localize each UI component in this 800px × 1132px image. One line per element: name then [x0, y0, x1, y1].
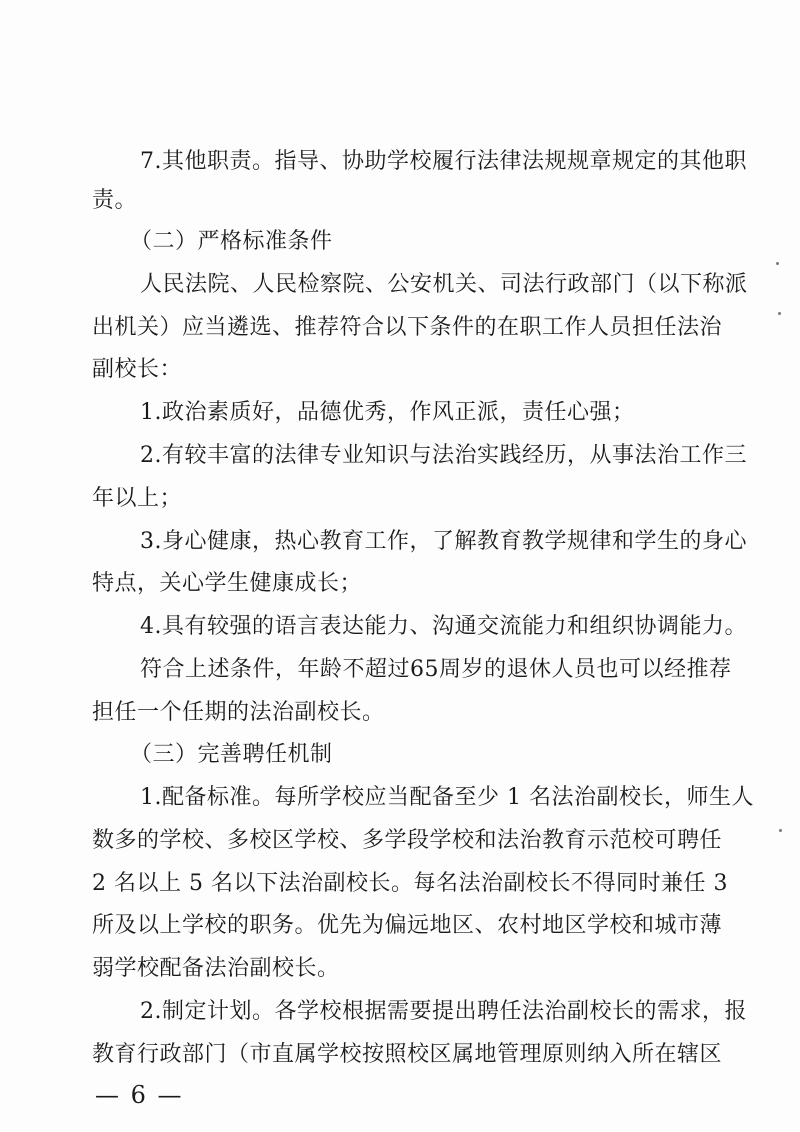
paragraph-line: 教育行政部门（市直属学校按照校区属地管理原则纳入所在辖区	[92, 1042, 723, 1067]
scan-speck	[776, 262, 779, 265]
paragraph-line: 7.其他职责。指导、协助学校履行法律法规规章规定的其他职	[140, 149, 747, 174]
paragraph-line: 特点，关心学生健康成长；	[92, 571, 363, 596]
scan-speck	[778, 312, 781, 315]
paragraph-line: 数多的学校、多校区学校、多学段学校和法治教育示范校可聘任	[92, 828, 723, 853]
paragraph-line: 责。	[92, 188, 138, 213]
list-item: 2.有较丰富的法律专业知识与法治实践经历，从事法治工作三	[140, 443, 747, 468]
section-heading: （三）完善聘任机制	[130, 742, 333, 767]
paragraph-line: 年以上；	[92, 486, 183, 511]
paragraph-line: 弱学校配备法治副校长。	[92, 956, 340, 981]
scan-speck	[779, 829, 782, 832]
paragraph-line: 担任一个任期的法治副校长。	[92, 700, 385, 725]
list-item: 1.配备标准。每所学校应当配备至少 1 名法治副校长，师生人	[140, 785, 754, 810]
list-item: 3.身心健康，热心教育工作，了解教育教学规律和学生的身心	[140, 529, 747, 554]
page-number: — 6 —	[95, 1081, 184, 1109]
paragraph-line: 所及以上学校的职务。优先为偏远地区、农村地区学校和城市薄	[92, 913, 723, 938]
paragraph-line: 人民法院、人民检察院、公安机关、司法行政部门（以下称派	[140, 272, 748, 297]
paragraph-line: 副校长：	[92, 357, 183, 382]
section-heading: （二）严格标准条件	[130, 229, 333, 254]
paragraph-line: 出机关）应当遴选、推荐符合以下条件的在职工作人员担任法治	[92, 315, 723, 340]
list-item: 1.政治素质好，品德优秀，作风正派，责任心强；	[140, 400, 635, 425]
paragraph-line: 2 名以上 5 名以下法治副校长。每名法治副校长不得同时兼任 3	[92, 871, 728, 896]
list-item: 4.具有较强的语言表达能力、沟通交流能力和组织协调能力。	[140, 614, 747, 639]
paragraph-line: 符合上述条件，年龄不超过65周岁的退休人员也可以经推荐	[140, 657, 732, 682]
list-item: 2.制定计划。各学校根据需要提出聘任法治副校长的需求，报	[140, 999, 747, 1024]
